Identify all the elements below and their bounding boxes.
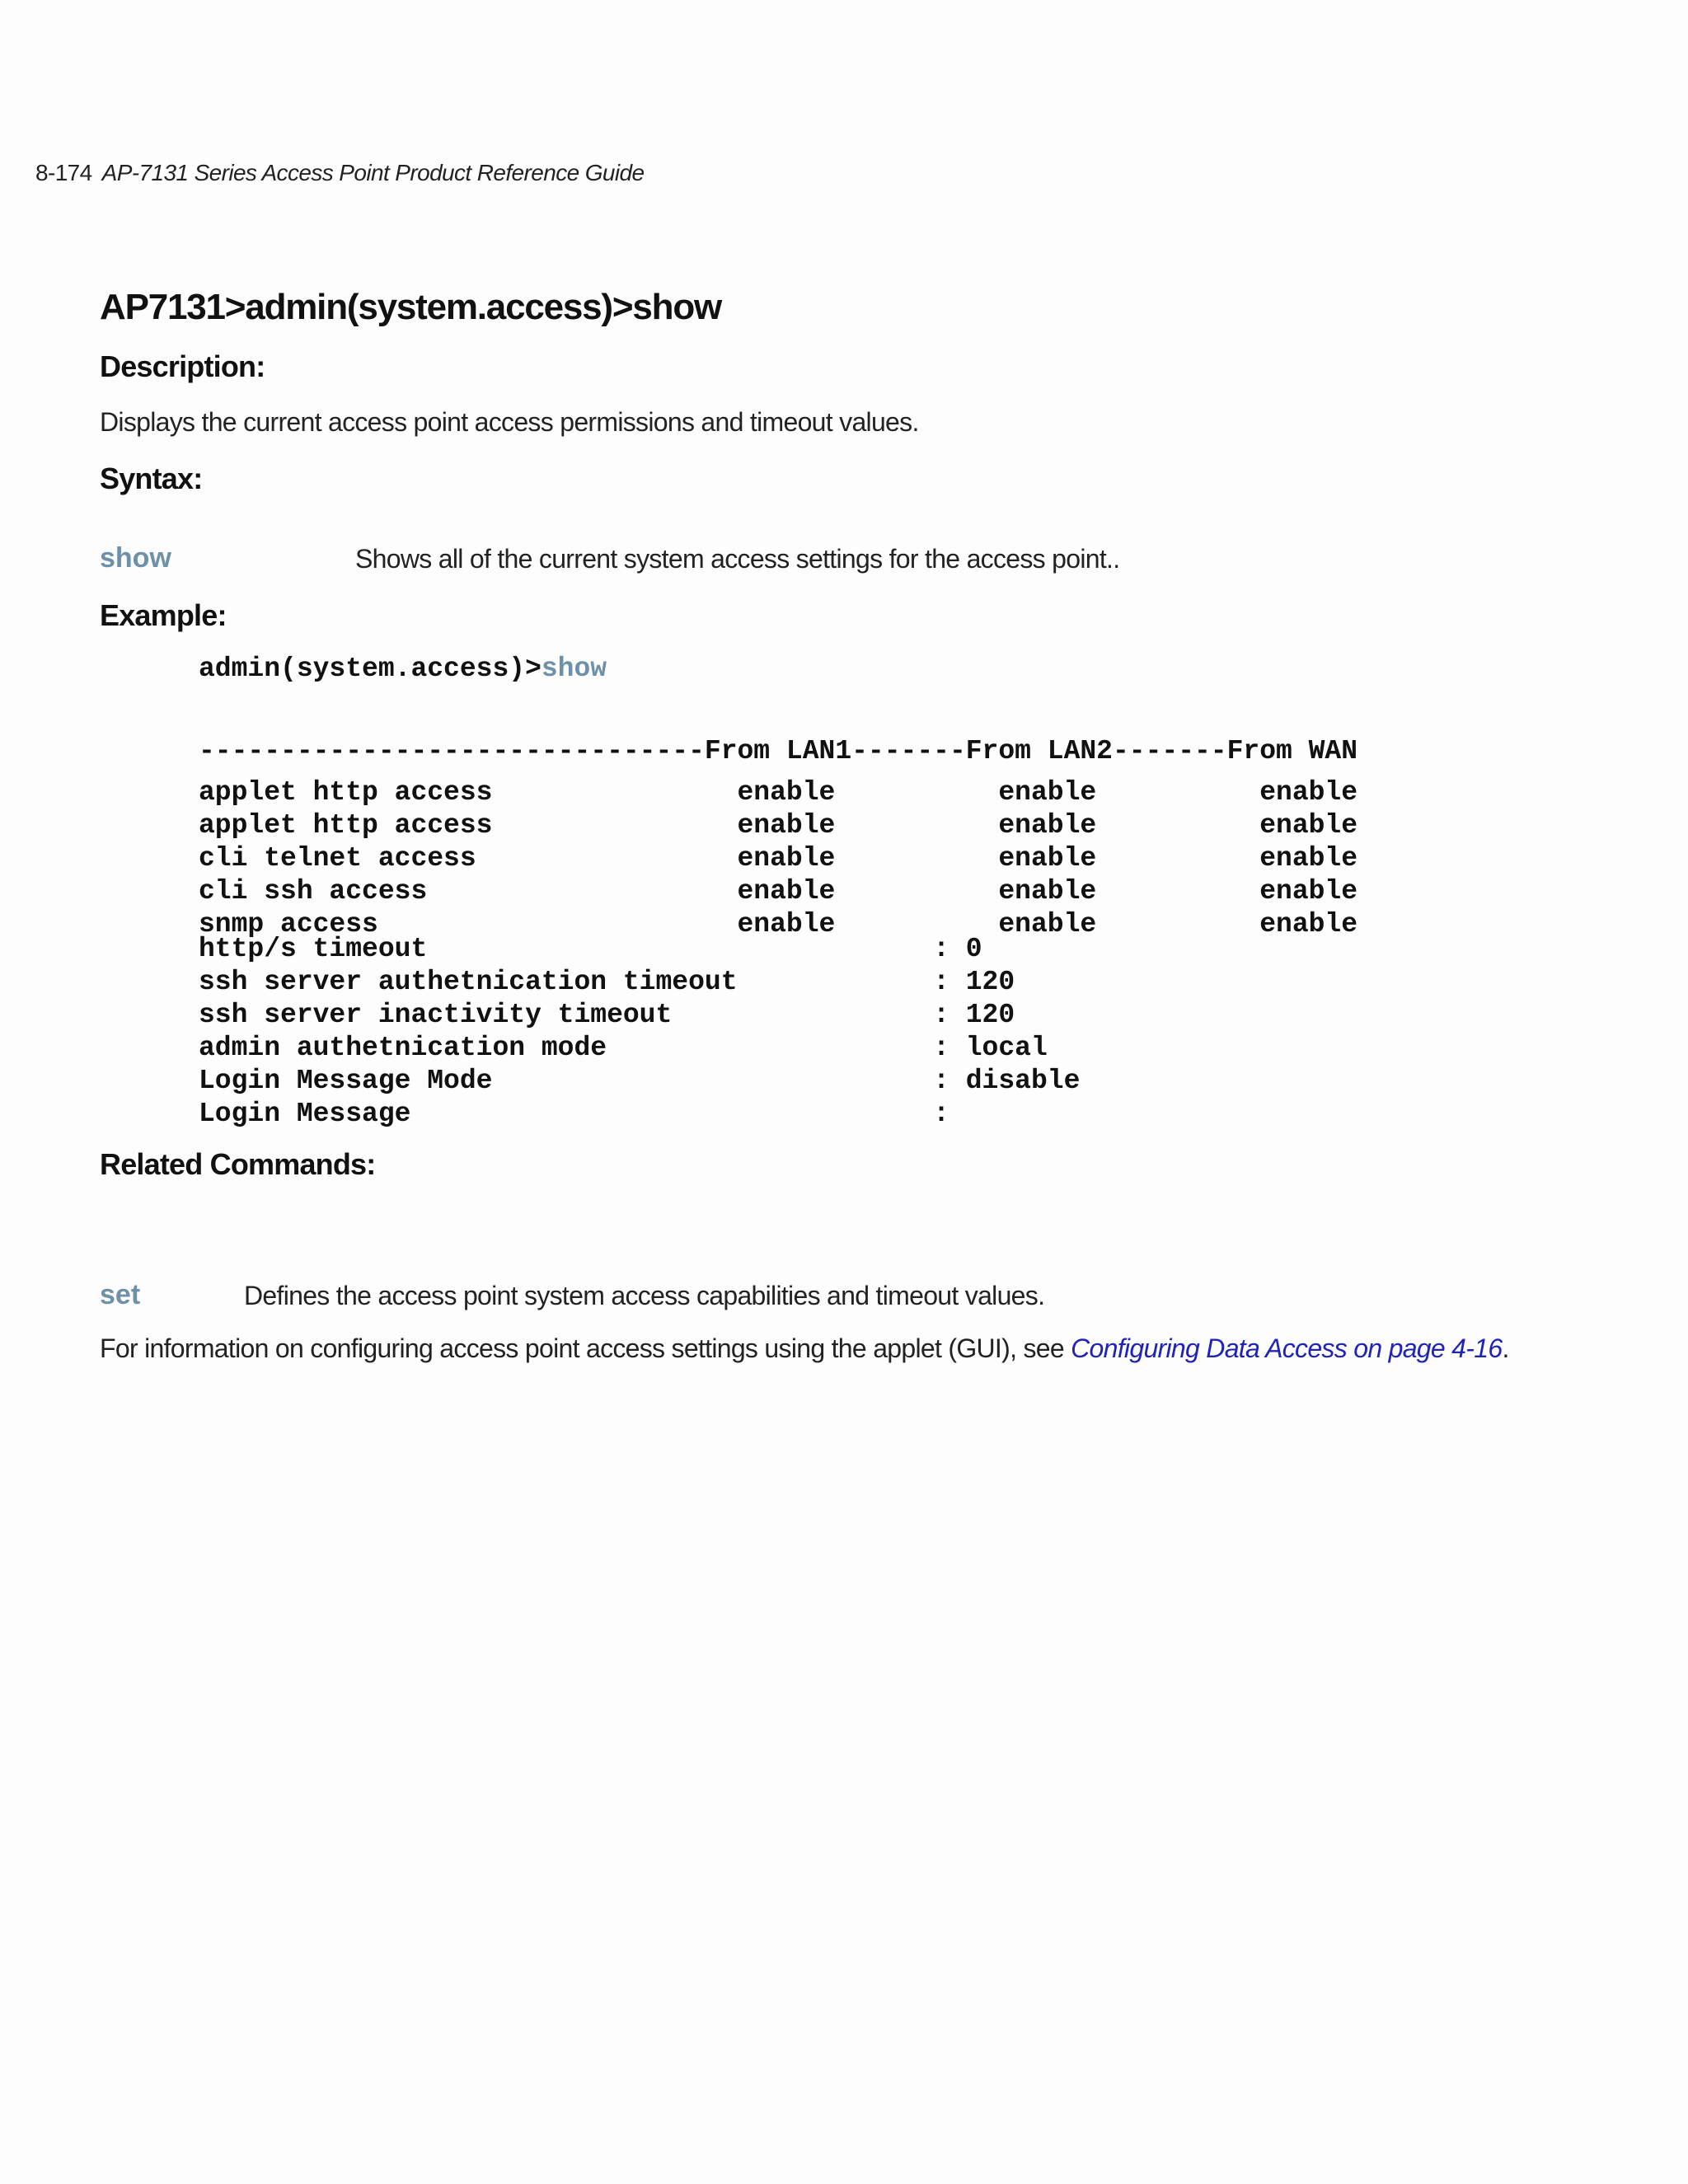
syntax-keyword-description: Shows all of the current system access settings for the access point.. <box>355 544 1120 574</box>
timeout-row: http/s timeout : 0 <box>199 934 982 964</box>
access-table <box>199 776 1357 941</box>
example-prompt: admin(system.access)> <box>199 654 542 684</box>
access-row: cli ssh access enable enable enable <box>199 876 1358 907</box>
example-heading: Example: <box>100 598 227 632</box>
footer-note-text: For information on configuring access point access settings using the applet (GUI), see <box>100 1333 1071 1363</box>
description-heading: Description: <box>100 349 265 383</box>
timeout-row: Login Message : <box>199 1099 950 1129</box>
command-title: AP7131>admin(system.access)>show <box>100 287 722 327</box>
timeout-row: admin authetnication mode : local <box>199 1033 1048 1063</box>
footer-note-end: . <box>1502 1333 1509 1363</box>
syntax-heading: Syntax: <box>100 462 203 495</box>
timeout-settings <box>199 933 1080 1131</box>
guide-title: AP-7131 Series Access Point Product Reference Guide <box>101 160 645 185</box>
related-keyword-description: Defines the access point system access capabilities and timeout values. <box>244 1281 1045 1310</box>
related-commands-heading: Related Commands: <box>100 1147 376 1181</box>
access-row: applet http access enable enable enable <box>199 777 1358 808</box>
timeout-row: ssh server inactivity timeout : 120 <box>199 1000 1015 1030</box>
page-header <box>35 160 644 186</box>
access-table-header: -------------------------------From LAN1-------From LAN2-------From WAN <box>199 736 1358 766</box>
syntax-keyword-show: show <box>100 542 171 574</box>
configuring-data-access-link[interactable]: Configuring Data Access on page 4-16 <box>1071 1333 1503 1363</box>
example-prompt-command: show <box>541 654 607 684</box>
timeout-row: Login Message Mode : disable <box>199 1066 1081 1096</box>
description-text: Displays the current access point access permissions and timeout values. <box>100 407 919 437</box>
footer-note <box>100 1333 1509 1364</box>
access-row: applet http access enable enable enable <box>199 810 1358 841</box>
access-row: snmp access enable enable enable <box>199 909 1358 940</box>
page-number: 8-174 <box>35 160 92 185</box>
example-prompt-line <box>199 653 607 686</box>
access-row: cli telnet access enable enable enable <box>199 843 1358 874</box>
related-keyword-set[interactable]: set <box>100 1279 141 1310</box>
timeout-row: ssh server authetnication timeout : 120 <box>199 967 1015 997</box>
